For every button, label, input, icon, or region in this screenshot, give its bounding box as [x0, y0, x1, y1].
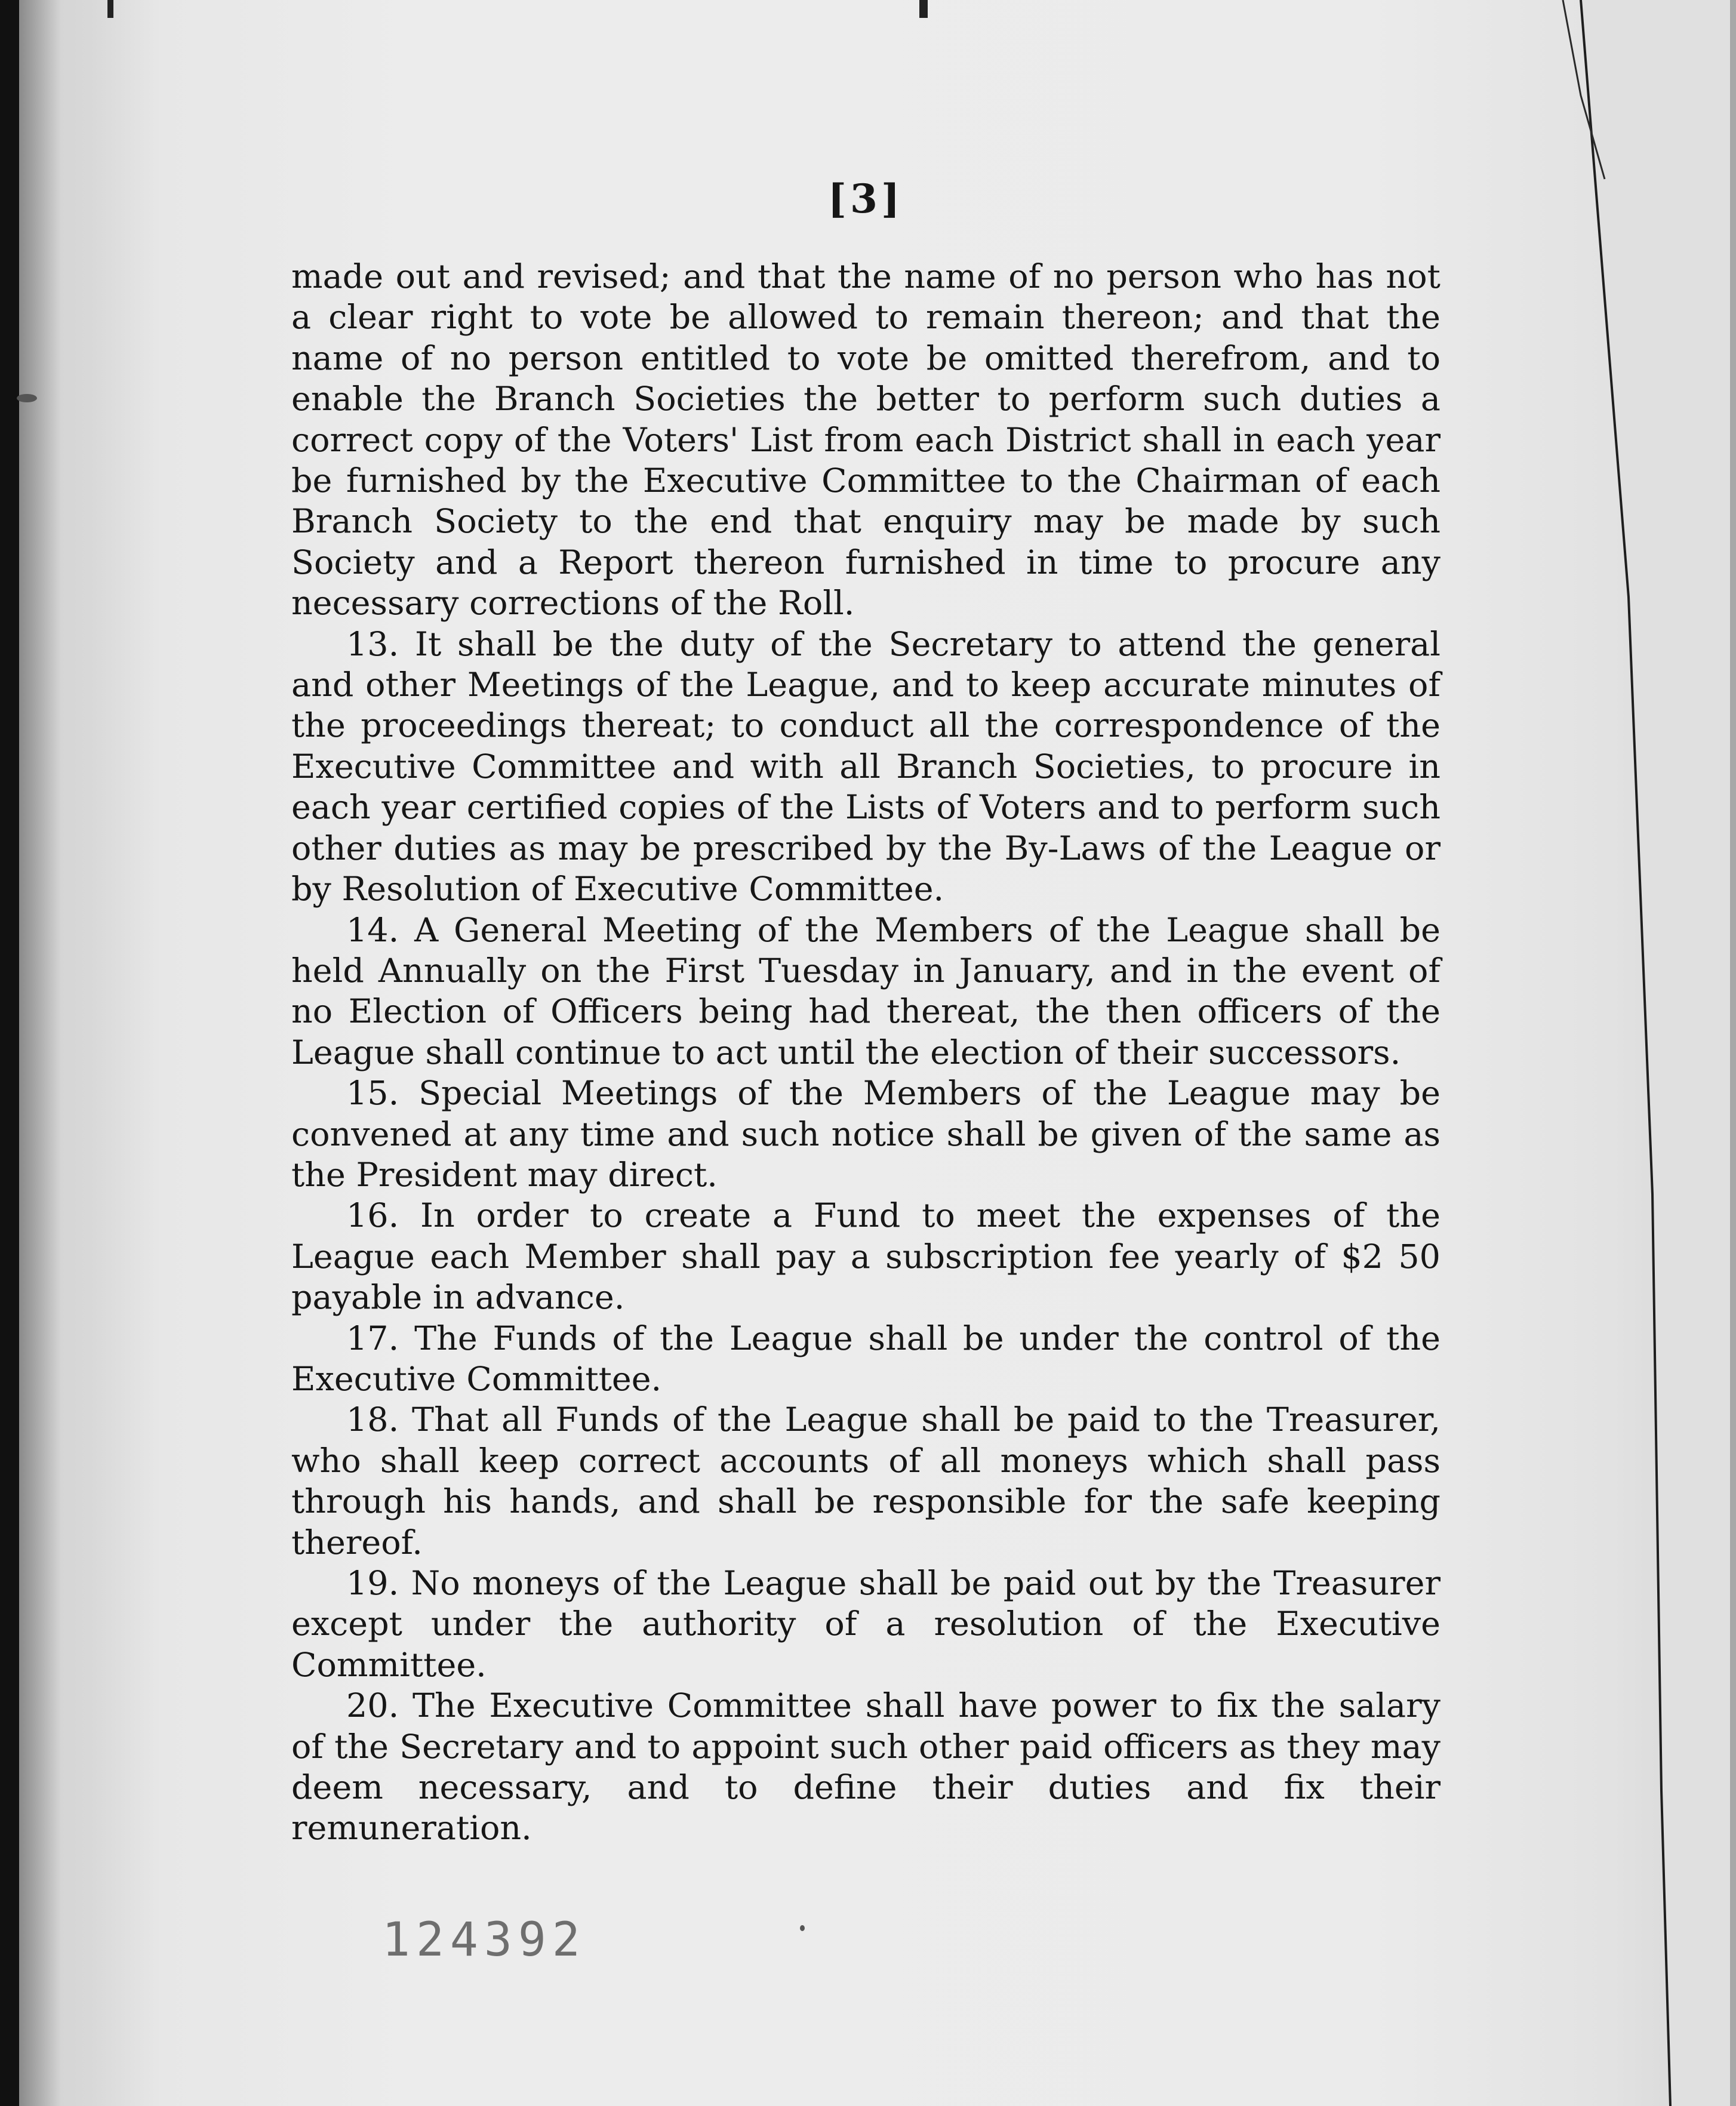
paragraph-section-17: 17. The Funds of the League shall be under the control of the Executive Committee.: [291, 1319, 1440, 1399]
right-page-fold: [1557, 0, 1736, 2106]
paragraph-section-18: 18. That all Funds of the League shall be paid to the Treasurer, who shall keep correct accounts of all moneys which shall pass through his hands, and shall be responsible for the safe keeping thereof.: [291, 1400, 1440, 1562]
scan-speck: [17, 394, 37, 402]
page-number: [3]: [827, 176, 904, 222]
left-binding-edge: [0, 0, 19, 2106]
paragraph-section-14: 14. A General Meeting of the Members of the League shall be held Annually on the First Tuesday in January, and in the event of no Election of Officers being had thereat, the then officers of the League shall continue to act until the election of their successors.: [291, 910, 1440, 1072]
document-body: [291, 257, 1440, 1849]
accession-number: 124392: [382, 1913, 586, 1967]
paragraph-continuation: made out and revised; and that the name of no person who has not a clear right to vote be allowed to remain thereon; and that the name of no person entitled to vote be omitted therefrom, and to enable the Branch Societies the better to perform such duties a correct copy of the Voters' List from each District shall in each year be furnished by the Executive Committee to the Chairman of each Branch Society to the end that enquiry may be made by such Society and a Report thereon furnished in time to procure any necessary corrections of the Roll.: [291, 257, 1440, 623]
top-edge-mark: [107, 0, 113, 18]
paragraph-section-13: 13. It shall be the duty of the Secretary to attend the general and other Meetings of the League, and to keep accurate minutes of the proceedings thereat; to conduct all the correspondence of the Executive Committee and with all Branch Societies, to procure in each year certified copies of the Lists of Voters and to perform such other duties as may be prescribed by the By-Laws of the League or by Resolution of Executive Committee.: [291, 624, 1440, 909]
paragraph-section-15: 15. Special Meetings of the Members of the League may be convened at any time and such notice shall be given of the same as the President may direct.: [291, 1074, 1440, 1194]
left-edge-shadow: [19, 0, 61, 2106]
top-edge-mark: [919, 0, 928, 18]
scan-speck: [800, 1925, 805, 1931]
paragraph-section-16: 16. In order to create a Fund to meet the expenses of the League each Member shall pay a subscription fee yearly of $2 50 payable in advance.: [291, 1196, 1440, 1317]
paragraph-section-19: 19. No moneys of the League shall be paid out by the Treasurer except under the authority of a resolution of the Executive Committee.: [291, 1564, 1440, 1685]
paragraph-section-20: 20. The Executive Committee shall have power to fix the salary of the Secretary and to appoint such other paid officers as they may deem necessary, and to define their duties and fix their remuneration.: [291, 1686, 1440, 1848]
